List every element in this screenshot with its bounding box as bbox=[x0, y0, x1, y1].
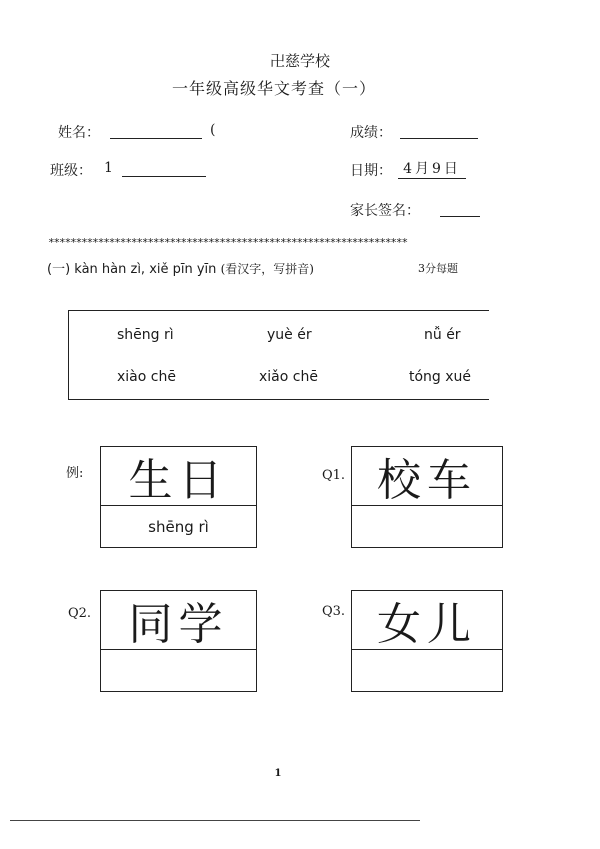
word-bank-item: xiào chē bbox=[117, 369, 176, 385]
score-label: 成绩： bbox=[350, 125, 392, 141]
word-bank-item: yuè ér bbox=[267, 327, 312, 343]
name-label: 姓名： bbox=[58, 125, 100, 141]
q3-card bbox=[351, 590, 503, 692]
q1-characters: 校车 bbox=[352, 447, 502, 506]
word-bank bbox=[68, 310, 489, 400]
class-value: 1 bbox=[104, 160, 113, 176]
q3-label: Q3. bbox=[322, 604, 346, 619]
date-value: 4月9日 bbox=[398, 158, 466, 179]
points-note: 3分每题 bbox=[418, 262, 458, 275]
q3-characters: 女儿 bbox=[352, 591, 502, 650]
date-label: 日期： bbox=[350, 163, 392, 179]
q1-card bbox=[351, 446, 503, 548]
example-label: 例: bbox=[66, 466, 84, 481]
score-field[interactable] bbox=[400, 124, 478, 139]
name-paren: ( bbox=[210, 122, 216, 138]
footer-line bbox=[10, 820, 420, 821]
example-answer: shēng rì bbox=[148, 518, 209, 536]
section-heading-pinyin: (一) kàn hàn zì, xiě pīn yīn bbox=[47, 262, 217, 277]
word-bank-item: tóng xué bbox=[409, 369, 472, 385]
q2-characters: 同学 bbox=[101, 591, 256, 650]
q1-answer-field[interactable] bbox=[352, 507, 502, 547]
class-label: 班级： bbox=[50, 163, 92, 179]
name-field[interactable] bbox=[110, 124, 202, 139]
parent-sign-field[interactable] bbox=[440, 202, 480, 217]
parent-sign-label: 家长签名： bbox=[350, 203, 420, 219]
word-bank-item: shēng rì bbox=[117, 327, 174, 343]
q2-label: Q2. bbox=[68, 606, 92, 621]
word-bank-item: nǚ ér bbox=[424, 327, 461, 343]
page-number: 1 bbox=[274, 768, 282, 779]
exam-title: 一年级高级华文考查（一） bbox=[171, 79, 376, 98]
q2-card bbox=[100, 590, 257, 692]
example-characters: 生日 bbox=[101, 447, 256, 506]
q3-answer-field[interactable] bbox=[352, 651, 502, 691]
star-divider: ***************************************************************** bbox=[48, 236, 407, 249]
word-bank-item: xiǎo chē bbox=[259, 369, 318, 385]
q2-answer-field[interactable] bbox=[101, 651, 256, 691]
section-heading-chinese: (看汉字，写拼音) bbox=[220, 262, 314, 276]
school-name: 卍慈学校 bbox=[269, 52, 330, 70]
section-heading bbox=[47, 258, 314, 277]
example-card bbox=[100, 446, 257, 548]
q1-label: Q1. bbox=[322, 468, 346, 483]
class-field[interactable] bbox=[122, 162, 206, 177]
